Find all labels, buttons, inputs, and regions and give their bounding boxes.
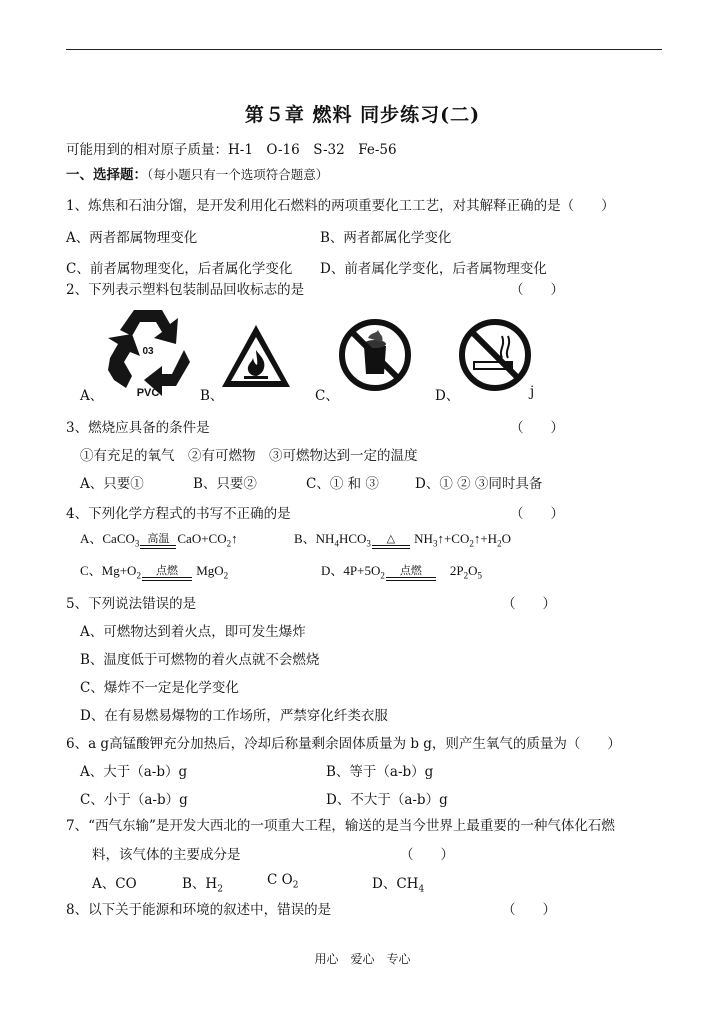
q8-paren: （ ） bbox=[502, 902, 556, 918]
q7-option-c: C $O_2$ bbox=[267, 872, 299, 891]
recycle-number: 03 bbox=[142, 346, 154, 357]
q4-option-b: B、$NH_4HCO_3$ △ $NH_3↑+CO_2↑+H_2O$ bbox=[294, 531, 511, 549]
q5-paren: （ ） bbox=[502, 596, 556, 612]
section-title: 一、选择题： bbox=[66, 167, 147, 183]
q5-stem: 5、下列说法错误的是 bbox=[66, 596, 197, 612]
q2-stem: 2、下列表示塑料包装制品回收标志的是 bbox=[66, 282, 305, 298]
q8-stem: 8、以下关于能源和环境的叙述中，错误的是 bbox=[66, 902, 332, 918]
q1-option-c: C、前者属物理变化，后者属化学变化 bbox=[66, 261, 293, 277]
page-footer: 用心 爱心 专心 bbox=[314, 952, 411, 966]
q3-option-c: C、① 和 ③ bbox=[306, 476, 379, 492]
q4-stem: 4、下列化学方程式的书写不正确的是 bbox=[66, 506, 291, 522]
q5-option-a: A、可燃物达到着火点，即可发生爆炸 bbox=[80, 624, 306, 640]
q1-option-a: A、两者都属物理变化 bbox=[66, 230, 198, 246]
q3-conditions: ①有充足的氧气 ②有可燃物 ③可燃物达到一定的温度 bbox=[80, 448, 418, 464]
q7-paren: （ ） bbox=[400, 847, 454, 863]
q5-option-c: C、爆炸不一定是化学变化 bbox=[80, 680, 239, 696]
q3-option-d: D、① ② ③同时具备 bbox=[415, 476, 543, 492]
page-title: 第５章 燃料 同步练习(二) bbox=[244, 104, 481, 126]
q4-option-d: D、$4P+5O_2$ 点燃 $2P_2O_5$ bbox=[321, 563, 482, 581]
condition-ignite-d: 点燃 bbox=[399, 564, 422, 577]
section-note: （每小题只有一个选项符合题意） bbox=[147, 167, 329, 182]
q7-stem-line1: 7、“西气东输”是开发大西北的一项重大工程，输送的是当今世界上最重要的一种气体化石燃 bbox=[66, 818, 615, 834]
recycle-icon bbox=[104, 304, 192, 400]
condition-ignite-c: 点燃 bbox=[155, 564, 178, 577]
no-smoking-icon bbox=[458, 318, 532, 392]
condition-high-temp: 高温 bbox=[147, 532, 170, 545]
q4-paren: （ ） bbox=[510, 506, 564, 522]
q2-option-a: A、 bbox=[80, 388, 104, 404]
q7-stem-line2: 料，该气体的主要成分是 bbox=[92, 847, 241, 863]
q2-option-d: D、 bbox=[435, 388, 460, 404]
q3-option-b: B、只要② bbox=[193, 476, 257, 492]
q5-option-b: B、温度低于可燃物的着火点就不会燃烧 bbox=[80, 652, 320, 668]
section-heading bbox=[66, 163, 328, 183]
no-burning-icon bbox=[338, 318, 412, 392]
q6-option-a: A、大于（a-b）g bbox=[80, 764, 188, 780]
flammable-warning-icon bbox=[220, 322, 292, 390]
q3-option-a: A、只要① bbox=[80, 476, 144, 492]
q2-stray-mark: j bbox=[530, 384, 535, 400]
q3-stem: 3、燃烧应具备的条件是 bbox=[66, 420, 210, 436]
q7-option-b: B、$H_2$ bbox=[182, 876, 223, 895]
q2-option-b: B、 bbox=[200, 388, 224, 404]
q1-option-d: D、前者属化学变化，后者属物理变化 bbox=[320, 261, 547, 277]
condition-heat: △ bbox=[386, 532, 396, 545]
header-rule bbox=[66, 49, 662, 50]
recycle-label: PVC bbox=[136, 387, 160, 399]
q1-option-b: B、两者都属化学变化 bbox=[320, 230, 452, 246]
q6-option-b: B、等于（a-b）g bbox=[326, 764, 434, 780]
q2-option-c: C、 bbox=[315, 388, 339, 404]
q3-paren: （ ） bbox=[510, 420, 564, 436]
q4-option-a: A、CaCO$_3$ 高温 $CaO+CO_2↑$ bbox=[80, 531, 238, 549]
atomic-masses: 可能用到的相对原子质量：H-1 O-16 S-32 Fe-56 bbox=[66, 142, 397, 158]
q7-option-a: A、CO bbox=[92, 876, 137, 892]
q6-stem: 6、a g高锰酸钾充分加热后，冷却后称量剩余固体质量为 b g，则产生氧气的质量为（ ） bbox=[66, 736, 621, 752]
q2-paren: （ ） bbox=[510, 282, 564, 298]
q6-option-c: C、小于（a-b）g bbox=[80, 792, 188, 808]
q1-stem: 1、炼焦和石油分馏，是开发利用化石燃料的两项重要化工工艺，对其解释正确的是（ ） bbox=[66, 198, 615, 214]
q7-option-d: D、$CH_4$ bbox=[372, 876, 425, 895]
q5-option-d: D、在有易燃易爆物的工作场所，严禁穿化纤类衣服 bbox=[80, 708, 388, 724]
q6-option-d: D、不大于（a-b）g bbox=[326, 792, 448, 808]
q4-option-c: C、$Mg+O_2$ 点燃 MgO$_2$ bbox=[80, 563, 229, 581]
